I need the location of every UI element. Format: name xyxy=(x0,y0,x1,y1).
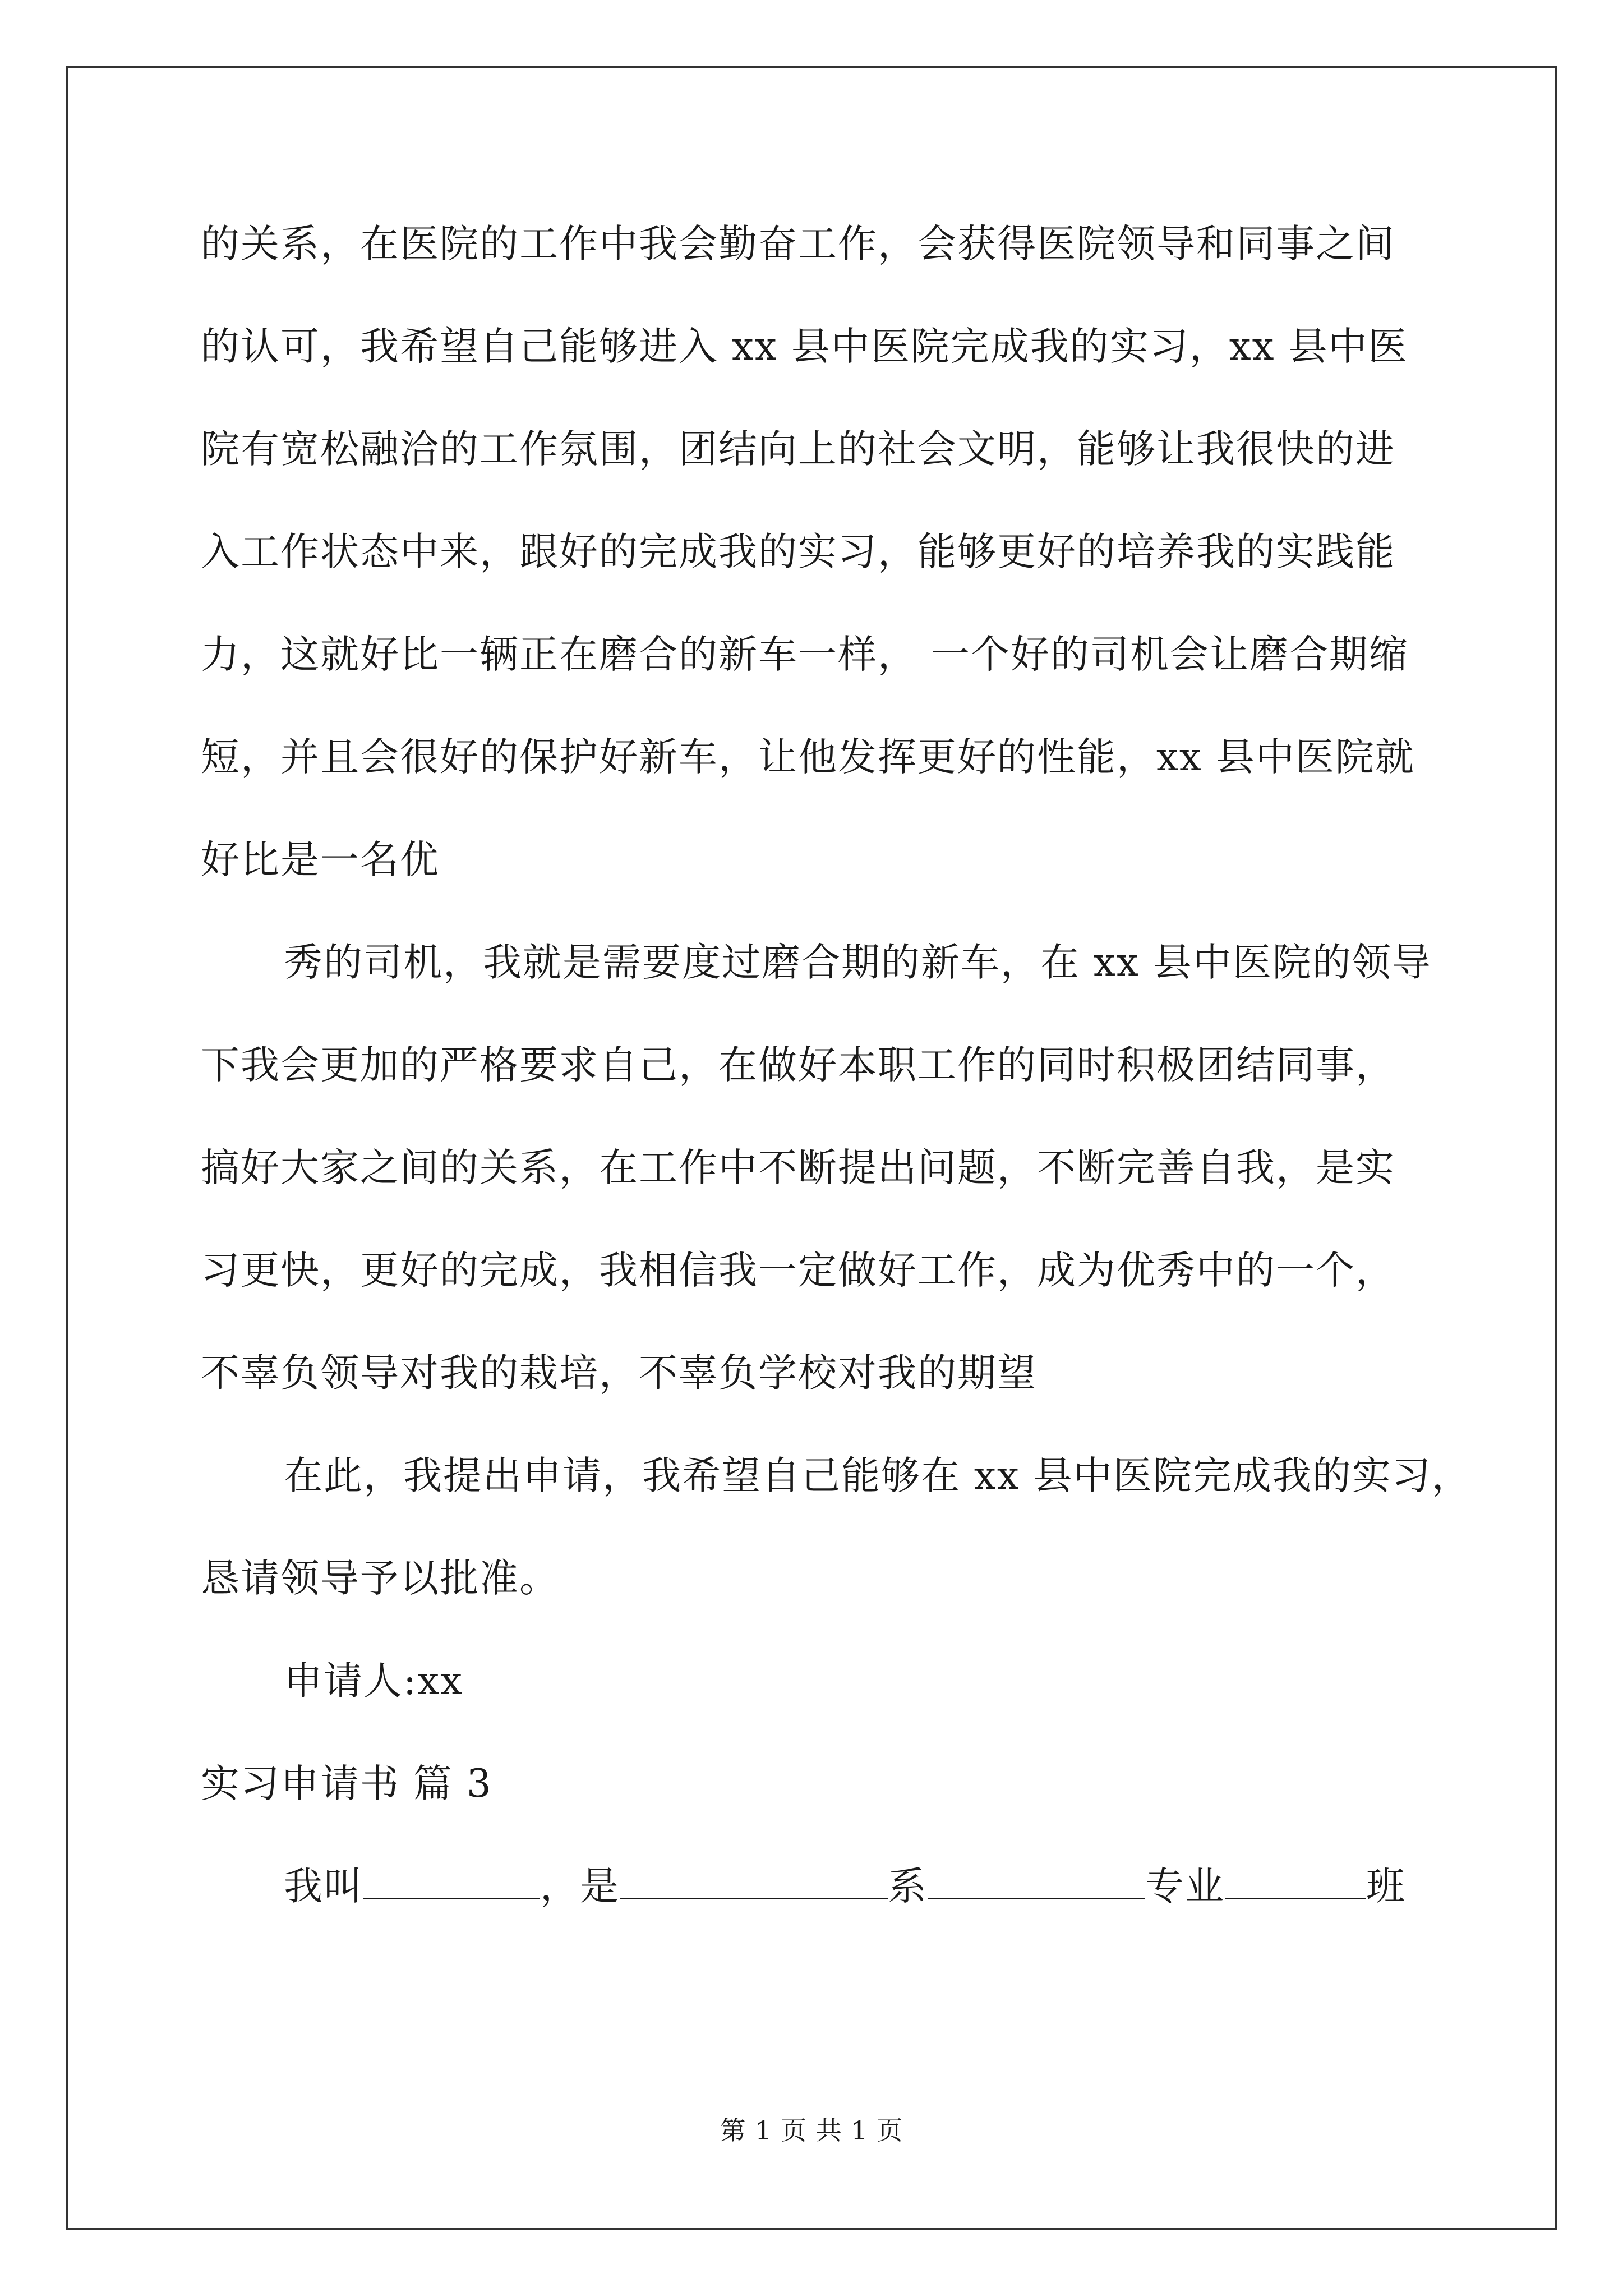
text-line: 院有宽松融洽的工作氛围，团结向上的社会文明，能够让我很快的进 xyxy=(201,427,1395,472)
page-footer: 第 1 页 共 1 页 xyxy=(720,2115,903,2146)
text-line: 的关系，在医院的工作中我会勤奋工作，会获得医院领导和同事之间 xyxy=(201,222,1395,266)
text-line: 在此，我提出申请，我希望自己能够在 xx 县中医院完成我的实习， xyxy=(284,1453,1472,1498)
text-line: 搞好大家之间的关系，在工作中不断提出问题，不断完善自我，是实 xyxy=(201,1145,1395,1190)
name-blank xyxy=(363,1863,540,1899)
text-line: 力，这就好比一辆正在磨合的新车一样， 一个好的司机会让磨合期缩 xyxy=(201,632,1409,677)
text-line: 下我会更加的严格要求自己，在做好本职工作的同时积极团结同事， xyxy=(201,1043,1395,1088)
text-line: 的认可，我希望自己能够进入 xx 县中医院完成我的实习，xx 县中医 xyxy=(201,324,1408,369)
text-line: 好比是一名优 xyxy=(201,838,440,882)
form-text: 专业 xyxy=(1145,1864,1225,1909)
text-line: 秀的司机，我就是需要度过磨合期的新车，在 xx 县中医院的领导 xyxy=(284,940,1432,985)
text-line: 不辜负领导对我的栽培，不辜负学校对我的期望 xyxy=(201,1351,1037,1396)
major-blank xyxy=(928,1863,1145,1899)
text-line: 短，并且会很好的保护好新车，让他发挥更好的性能，xx 县中医院就 xyxy=(201,735,1415,780)
form-text: ，是 xyxy=(540,1864,620,1909)
text-line: 习更快，更好的完成，我相信我一定做好工作，成为优秀中的一个， xyxy=(201,1248,1395,1293)
department-blank xyxy=(620,1863,888,1899)
form-text: 班 xyxy=(1366,1864,1406,1909)
form-text: 系 xyxy=(888,1864,928,1909)
document-body xyxy=(201,213,1472,1958)
applicant-line: 申请人:xx xyxy=(284,1659,464,1704)
form-line xyxy=(201,1856,1423,1958)
section-heading: 实习申请书 篇 3 xyxy=(201,1761,492,1806)
class-blank xyxy=(1225,1863,1366,1899)
form-text: 我叫 xyxy=(284,1864,363,1909)
text-line: 入工作状态中来，跟好的完成我的实习，能够更好的培养我的实践能 xyxy=(201,530,1395,574)
text-line: 恳请领导予以批准。 xyxy=(201,1556,559,1601)
